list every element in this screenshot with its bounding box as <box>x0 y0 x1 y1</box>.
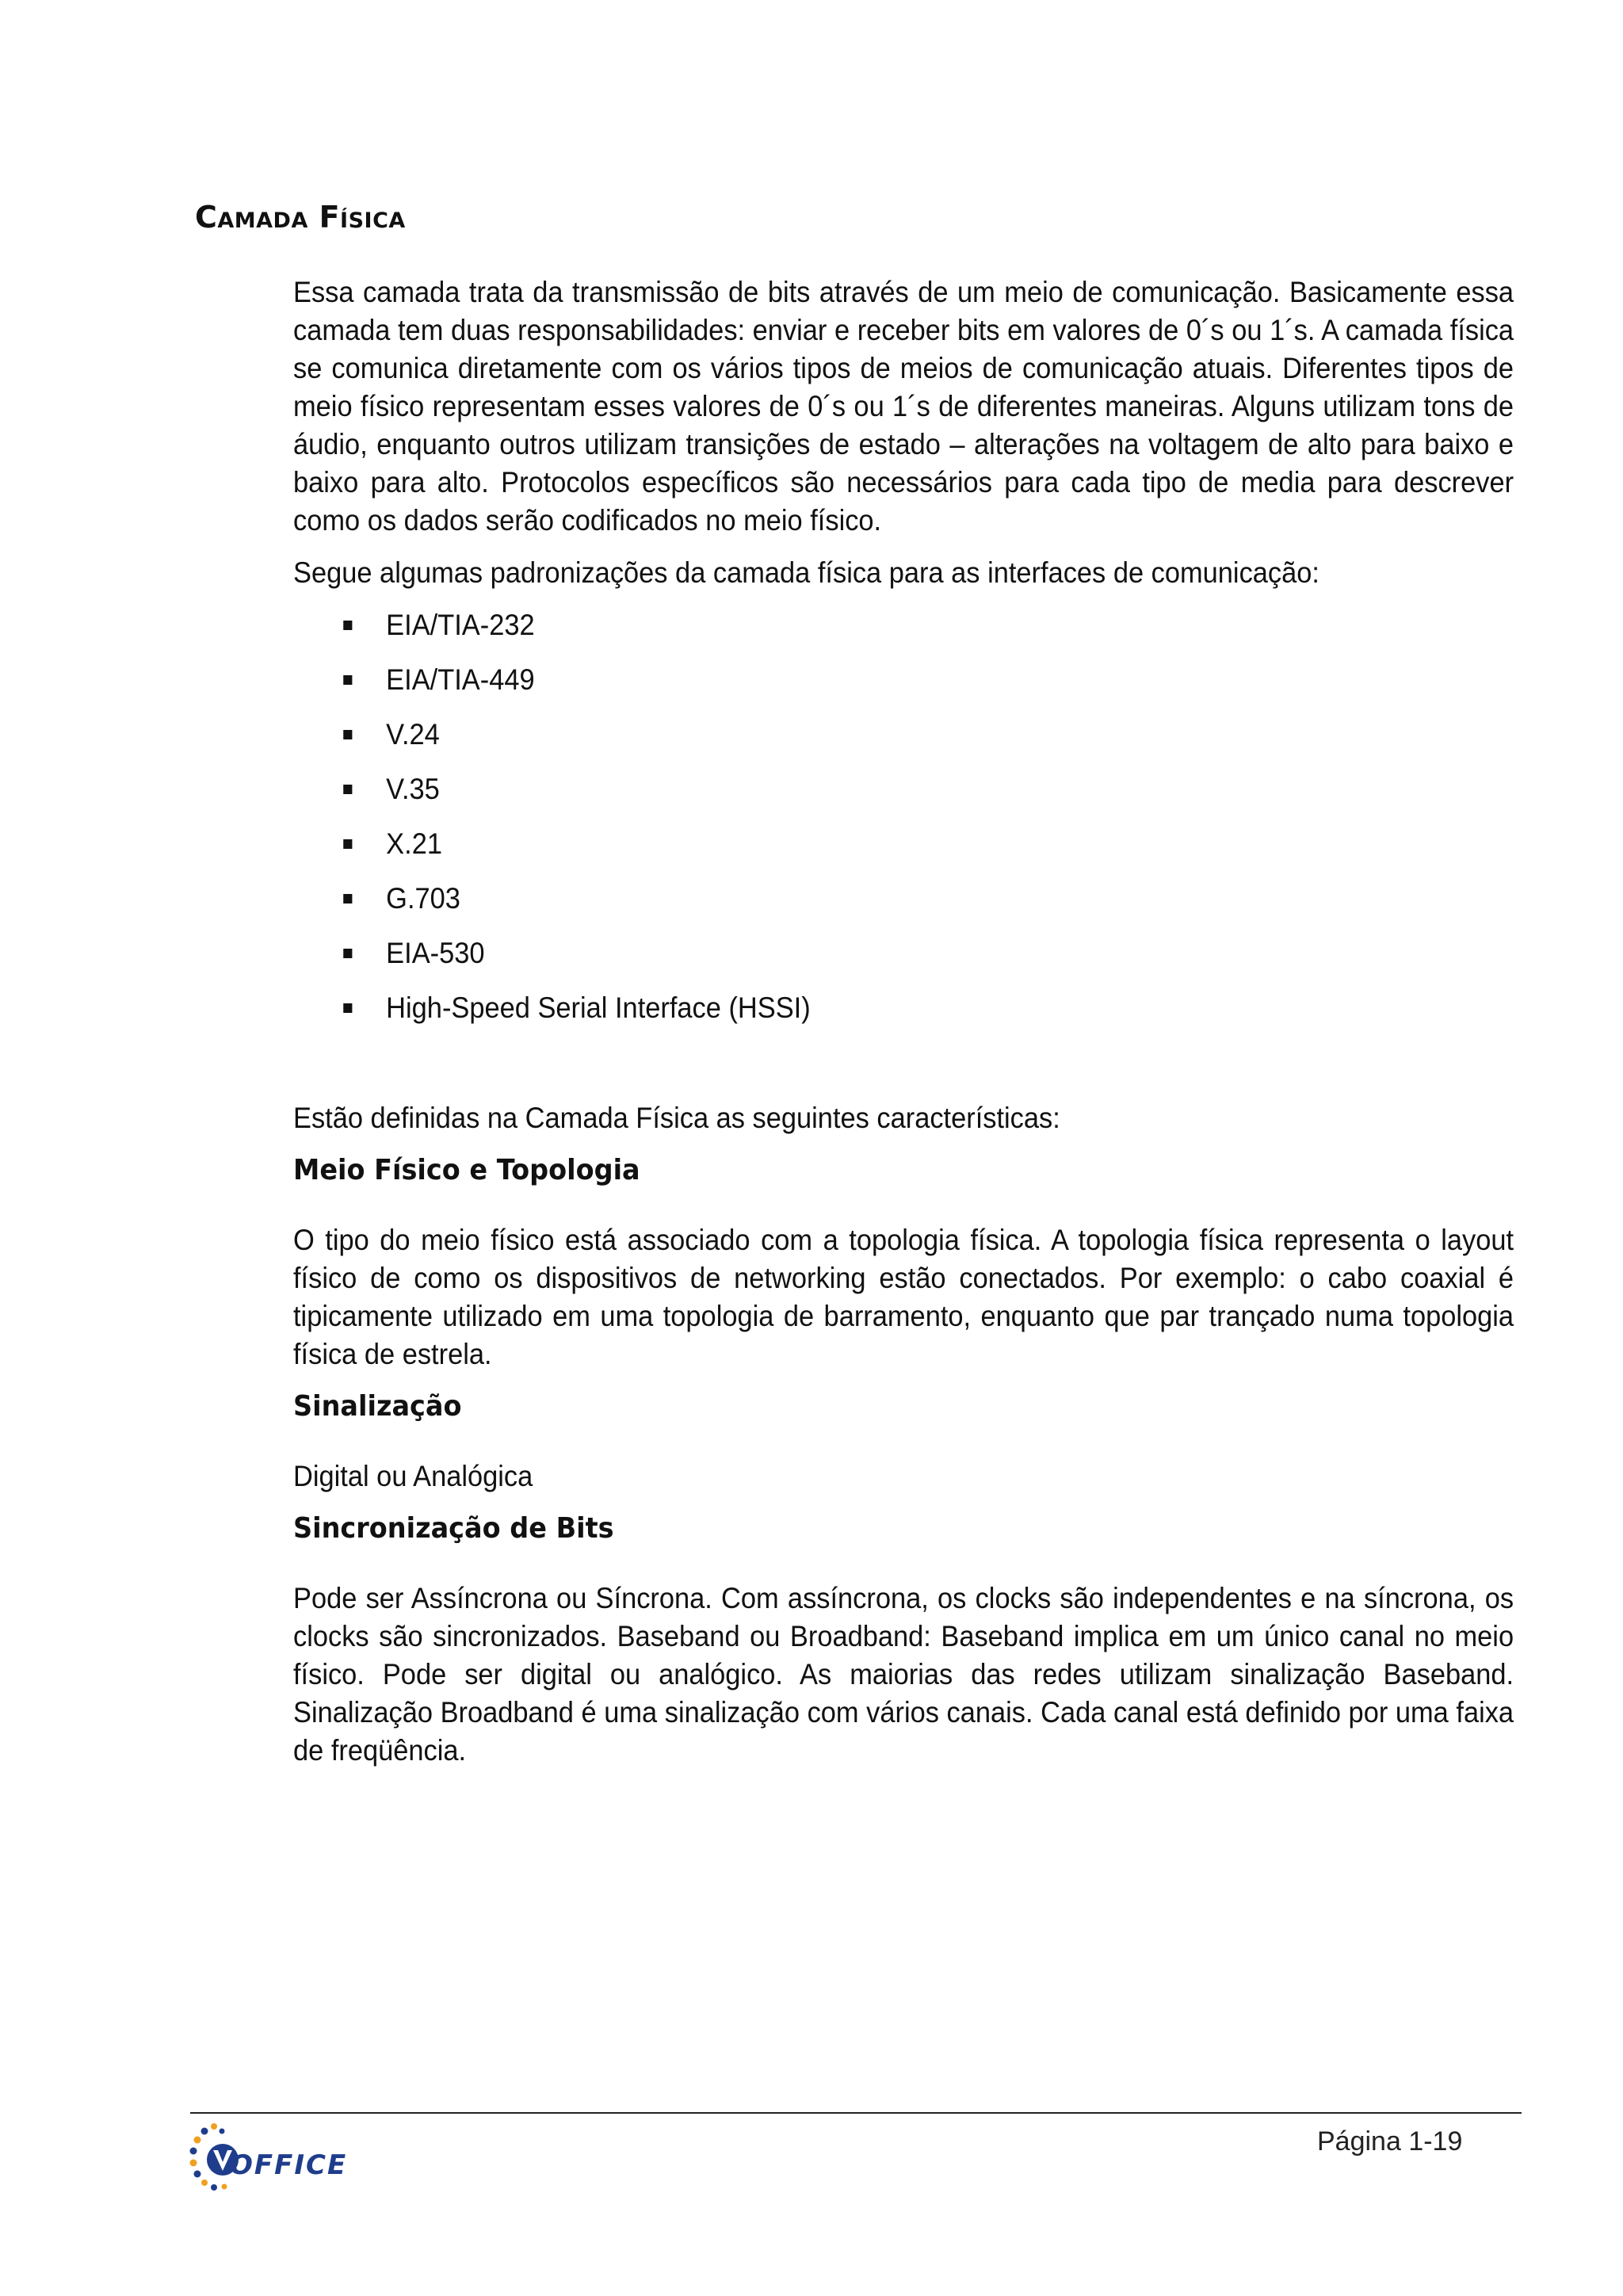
list-item-text: X.21 <box>386 827 442 860</box>
page-title: Camada Física <box>195 200 406 235</box>
square-bullet-icon <box>343 675 352 685</box>
list-item-text: EIA/TIA-449 <box>386 663 535 696</box>
list-item-text: G.703 <box>386 882 460 915</box>
list-item <box>293 880 1514 934</box>
square-bullet-icon <box>343 785 352 794</box>
list-item <box>293 716 1514 770</box>
section-text-sinalizacao: Digital ou Analógica <box>293 1460 533 1492</box>
list-item <box>293 606 1514 661</box>
square-bullet-icon <box>343 949 352 958</box>
list-item <box>293 661 1514 716</box>
characteristics-intro: Estão definidas na Camada Física as seguintes características: <box>293 1102 1060 1134</box>
list-item-text: V.35 <box>386 773 440 805</box>
list-item <box>293 770 1514 825</box>
section-heading-sincronizacao: Sincronização de Bits <box>293 1512 614 1545</box>
square-bullet-icon <box>343 894 352 904</box>
logo-text: OFFICE <box>230 2149 348 2181</box>
page-number: Página 1-19 <box>1317 2126 1463 2157</box>
document-body <box>293 273 1514 1784</box>
spacer <box>293 1044 1514 1099</box>
list-item-text: EIA-530 <box>386 937 485 969</box>
standards-list <box>293 606 1514 1044</box>
section-text-meio-fisico: O tipo do meio físico está associado com a topologia física. A topologia física representa o layout físico de como os dispositivos de networking estão conectados. Por exemplo: o cabo coaxial é tipicamente utilizado em uma topologia de barramento, enquanto que par trançado numa topologia física de estrela. <box>293 1224 1514 1370</box>
list-item <box>293 825 1514 880</box>
section-heading-sinalizacao: Sinalização <box>293 1390 462 1423</box>
square-bullet-icon <box>343 839 352 849</box>
square-bullet-icon <box>343 730 352 739</box>
section-heading-meio-fisico: Meio Físico e Topologia <box>293 1154 640 1186</box>
list-item <box>293 934 1514 989</box>
list-intro: Segue algumas padronizações da camada física para as interfaces de comunicação: <box>293 556 1319 589</box>
square-bullet-icon <box>343 621 352 630</box>
section-text-sincronizacao: Pode ser Assíncrona ou Síncrona. Com assíncrona, os clocks são independentes e na síncrona, os clocks são sincronizados. Baseband ou Broadband: Baseband implica em um único canal no meio físico. Pode ser digital ou analógico. As maiorias das redes utilizam sinalização Baseband. Sinalização Broadband é uma sinalização com vários canais. Cada canal está definido por uma faixa de freqüência. <box>293 1582 1514 1767</box>
square-bullet-icon <box>343 1003 352 1013</box>
list-item-text: V.24 <box>386 718 440 751</box>
list-item-text: High-Speed Serial Interface (HSSI) <box>386 991 811 1024</box>
footer-divider <box>190 2112 1522 2114</box>
list-item-text: EIA/TIA-232 <box>386 609 535 641</box>
intro-paragraph: Essa camada trata da transmissão de bits através de um meio de comunicação. Basicamente essa camada tem duas responsabilidades: enviar e receber bits em valores de 0´s ou 1´s. A camada física se comunica diretamente com os vários tipos de meios de comunicação atuais. Diferentes tipos de meio físico representam esses valores de 0´s ou 1´s de diferentes maneiras. Alguns utilizam tons de áudio, enquanto outros utilizam transições de estado – alterações na voltagem de alto para baixo e baixo para alto. Protocolos específicos são necessários para cada tipo de media para descrever como os dados serão codificados no meio físico. <box>293 276 1514 537</box>
list-item <box>293 989 1514 1044</box>
